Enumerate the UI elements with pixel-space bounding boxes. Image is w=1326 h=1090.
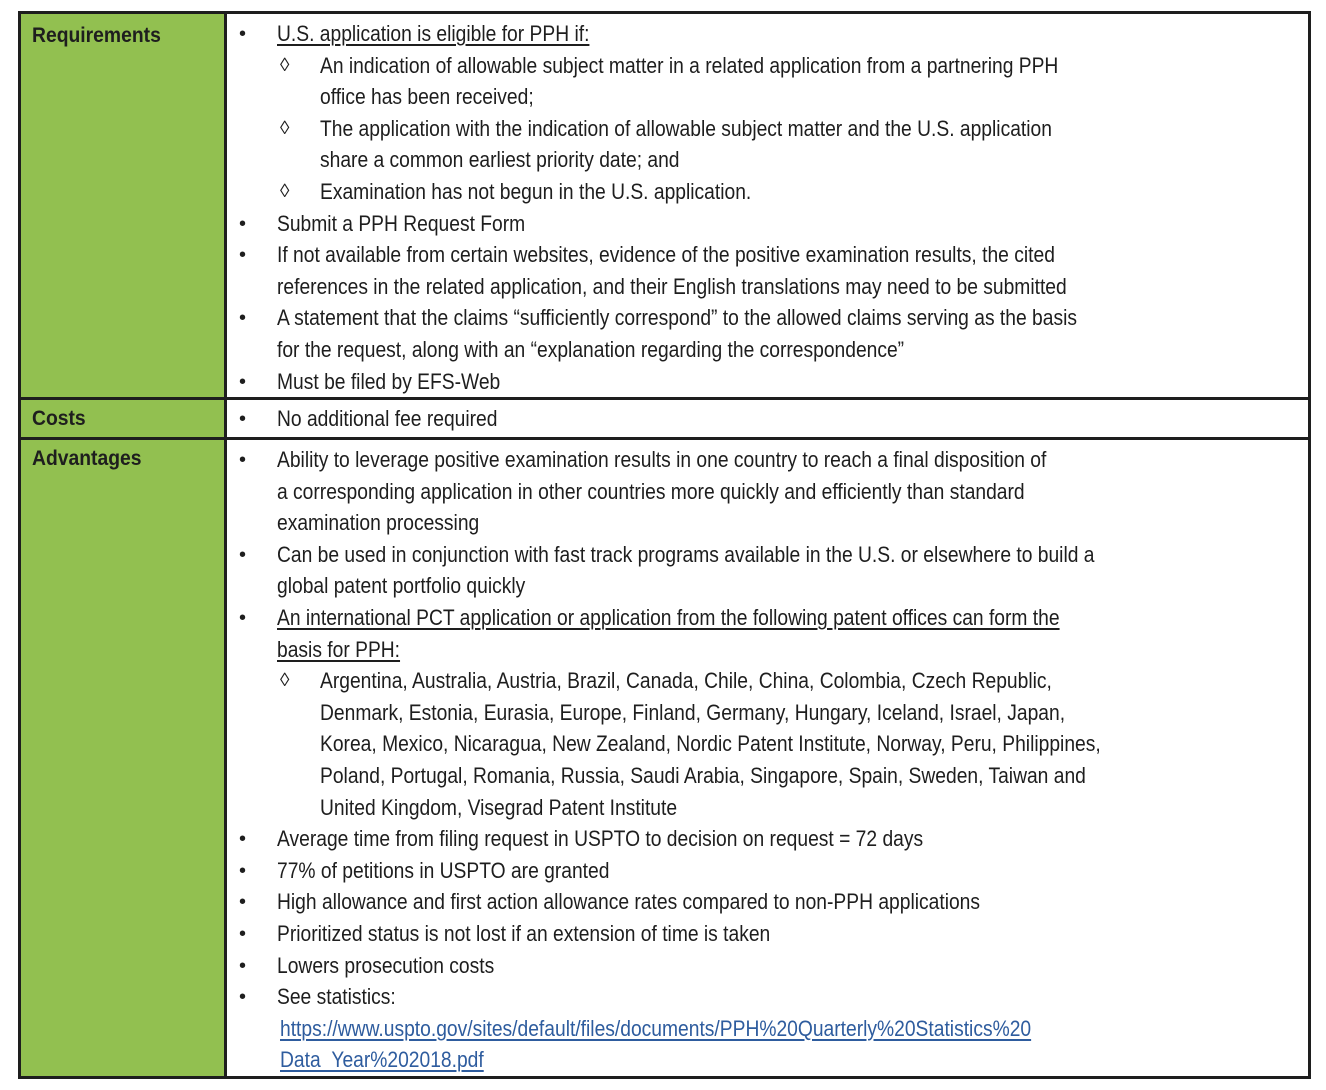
advantages-text: United Kingdom, Visegrad Patent Institute (320, 794, 678, 820)
advantages-text: Ability to leverage positive examination results in one country to reach a final disposition of (277, 447, 1047, 472)
advantages-line (227, 983, 1308, 1015)
advantages-line[interactable] (227, 1046, 1308, 1076)
advantages-line (227, 794, 1308, 826)
advantages-line (227, 541, 1308, 573)
advantages-text: Korea, Mexico, Nicaragua, New Zealand, Nordic Patent Institute, Norway, Peru, Philippines, (320, 731, 1101, 757)
requirements-content-cell (227, 14, 1308, 397)
advantages-line (227, 825, 1308, 857)
requirements-line (227, 83, 1308, 115)
bullet-icon: • (239, 923, 247, 945)
advantages-text: Can be used in conjunction with fast track programs available in the U.S. or elsewhere to build a (277, 541, 1095, 567)
requirements-text: references in the related application, and their English translations may need to be submitted (277, 273, 1067, 299)
bullet-icon: • (239, 859, 247, 882)
advantages-line (227, 857, 1308, 889)
requirements-text: Examination has not begun in the U.S. application. (320, 179, 752, 204)
advantages-text: global patent portfolio quickly (277, 573, 526, 599)
bullet-icon: • (239, 891, 247, 914)
bullet-icon: • (239, 307, 247, 330)
advantages-text: basis for PPH: (277, 636, 401, 662)
advantages-line (227, 888, 1308, 920)
requirements-label-cell (21, 14, 224, 397)
requirements-line (227, 115, 1308, 147)
diamond-bullet-icon: ◊ (280, 670, 290, 692)
costs-label: Costs (32, 407, 86, 430)
costs-line (227, 405, 1308, 437)
advantages-text: See statistics: (277, 984, 396, 1010)
bullet-icon: • (239, 408, 247, 430)
requirements-label: Requirements (32, 24, 161, 47)
requirements-line (227, 336, 1308, 368)
diamond-bullet-icon: ◊ (280, 54, 290, 76)
requirements-text: Must be filed by EFS-Web (277, 368, 501, 394)
bullet-icon: • (239, 986, 247, 1009)
advantages-label-cell (21, 440, 224, 1076)
advantages-line (227, 762, 1308, 794)
costs-text: No additional fee required (277, 406, 498, 431)
advantages-text: a corresponding application in other countries more quickly and efficiently than standard (277, 478, 1025, 504)
requirements-line (227, 273, 1308, 305)
pph-table (18, 11, 1311, 1079)
requirements-text: The application with the indication of allowable subject matter and the U.S. application (320, 115, 1052, 141)
advantages-line[interactable] (227, 1015, 1308, 1047)
advantages-line (227, 730, 1308, 762)
bullet-icon: • (239, 370, 247, 393)
advantages-text: Poland, Portugal, Romania, Russia, Saudi Arabia, Singapore, Spain, Sweden, Taiwan and (320, 763, 1086, 788)
bullet-icon: • (239, 23, 247, 45)
advantages-line (227, 509, 1308, 541)
advantages-line (227, 699, 1308, 731)
advantages-text: examination processing (277, 510, 480, 536)
statistics-link[interactable]: https://www.uspto.gov/sites/default/files/documents/PPH%20Quarterly%20Statistics%20 (280, 1015, 1032, 1041)
requirements-text: An indication of allowable subject matter in a related application from a partnering PPH (320, 52, 1059, 78)
requirements-line (227, 210, 1308, 242)
requirements-line (227, 241, 1308, 273)
requirements-text: U.S. application is eligible for PPH if: (277, 21, 590, 46)
advantages-text: Denmark, Estonia, Eurasia, Europe, Finland, Germany, Hungary, Iceland, Israel, Japan, (320, 699, 1066, 725)
requirements-text: A statement that the claims “sufficiently correspond” to the allowed claims serving as the basis (277, 305, 1077, 331)
bullet-icon: • (239, 212, 247, 235)
advantages-text: Average time from filing request in USPTO to decision on request = 72 days (277, 826, 924, 852)
advantages-text: Prioritized status is not lost if an extension of time is taken (277, 921, 771, 946)
bullet-icon: • (239, 607, 247, 629)
advantages-text: 77% of petitions in USPTO are granted (277, 857, 610, 883)
requirements-line (227, 368, 1308, 397)
requirements-text: for the request, along with an “explanation regarding the correspondence” (277, 337, 905, 362)
advantages-line (227, 478, 1308, 510)
requirements-text: share a common earliest priority date; and (320, 147, 680, 173)
advantages-line (227, 667, 1308, 699)
bullet-icon: • (239, 543, 247, 566)
advantages-line (227, 604, 1308, 636)
advantages-line (227, 446, 1308, 478)
statistics-link[interactable]: Data_Year%202018.pdf (280, 1047, 484, 1073)
requirements-line (227, 146, 1308, 178)
bullet-icon: • (239, 954, 247, 977)
advantages-line (227, 572, 1308, 604)
diamond-bullet-icon: ◊ (280, 181, 290, 202)
requirements-text: If not available from certain websites, evidence of the positive examination results, the cited (277, 242, 1055, 268)
requirements-text: office has been received; (320, 84, 534, 110)
bullet-icon: • (239, 828, 247, 851)
advantages-line (227, 952, 1308, 984)
advantages-line (227, 920, 1308, 952)
advantages-text: An international PCT application or application from the following patent offices can form the (277, 605, 1060, 630)
diamond-bullet-icon: ◊ (280, 117, 290, 139)
advantages-text: High allowance and first action allowance rates compared to non-PPH applications (277, 889, 981, 915)
advantages-line (227, 636, 1308, 668)
costs-label-cell (21, 400, 224, 437)
requirements-text: Submit a PPH Request Form (277, 210, 526, 236)
advantages-text: Lowers prosecution costs (277, 952, 495, 978)
costs-content-cell (227, 400, 1308, 437)
bullet-icon: • (239, 244, 247, 267)
advantages-text: Argentina, Australia, Austria, Brazil, Canada, Chile, China, Colombia, Czech Republic, (320, 668, 1052, 694)
advantages-content-cell (227, 440, 1308, 1076)
requirements-line (227, 20, 1308, 52)
requirements-line (227, 178, 1308, 210)
advantages-label: Advantages (32, 447, 142, 470)
requirements-line (227, 304, 1308, 336)
requirements-line (227, 52, 1308, 84)
bullet-icon: • (239, 449, 247, 471)
